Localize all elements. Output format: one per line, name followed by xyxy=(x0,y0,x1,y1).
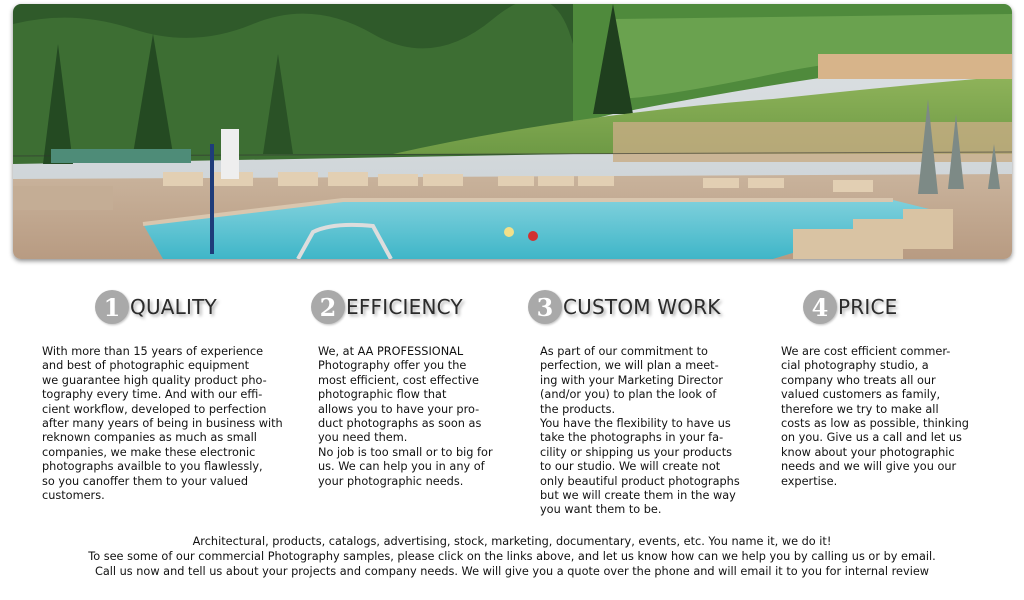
hero-pool-illustration xyxy=(13,4,1012,259)
feature-quality-text: With more than 15 years of experience and best of photographic equipment we guarantee high quality product pho- tography every time. And with our effi- cient workflow, developed to perfection after many years of being in business with reknown companies as much as small companies, we make these electronic photographs availble to you flawlessly, so you canoffer them to your valued customers. xyxy=(42,345,283,503)
feature-title: EFFICIENCY xyxy=(346,295,463,319)
footer-line: Call us now and tell us about your projects and company needs. We will give you a quote over the phone and will email it to you for internal review xyxy=(94,564,930,578)
feature-custom-work xyxy=(528,288,721,326)
feature-quality xyxy=(95,288,217,326)
feature-efficiency-heading xyxy=(311,288,463,326)
feature-number-badge: 1 xyxy=(95,290,129,324)
footer-line: Architectural, products, catalogs, advertising, stock, marketing, documentary, events, etc. You name it, we do it! xyxy=(192,535,832,548)
feature-number-badge: 2 xyxy=(311,290,345,324)
footer-line: To see some of our commercial Photography samples, please click on the links above, and let us know how can we help you by calling us or by email. xyxy=(88,549,936,563)
feature-price-text: We are cost efficient commer- cial photography studio, a company who treats all our valued customers as family, therefore we try to make all costs as low as possible, thinking on you. Give us a call and let us know about your photographic needs and we will give you our expertise. xyxy=(781,345,969,488)
feature-price xyxy=(803,288,897,326)
feature-custom-work-text: As part of our commitment to perfection, we will plan a meet- ing with your Marketing Director (and/or you) to plan the look of the products. You have the flexibility to have us take the photographs in your fa- cility or shipping us your products to our studio. We will create not only beautiful product photographs but we will create them in the way you want them to be. xyxy=(540,345,740,517)
feature-efficiency-text: We, at AA PROFESSIONAL Photography offer you the most efficient, cost effective photographic flow that allows you to have your pro- duct photographs as soon as you need them. No job is too small or to big for us. We can help you in any of your photographic needs. xyxy=(318,345,493,488)
feature-custom-work-heading xyxy=(528,288,721,326)
feature-title: QUALITY xyxy=(130,295,217,319)
feature-number-badge: 3 xyxy=(528,290,562,324)
footer-text xyxy=(0,535,1024,579)
feature-number-badge: 4 xyxy=(803,290,837,324)
feature-title: CUSTOM WORK xyxy=(563,295,721,319)
feature-quality-heading xyxy=(95,288,217,326)
feature-efficiency xyxy=(311,288,463,326)
feature-title: PRICE xyxy=(838,295,898,319)
feature-price-heading xyxy=(803,288,897,326)
hero-image xyxy=(13,4,1012,259)
